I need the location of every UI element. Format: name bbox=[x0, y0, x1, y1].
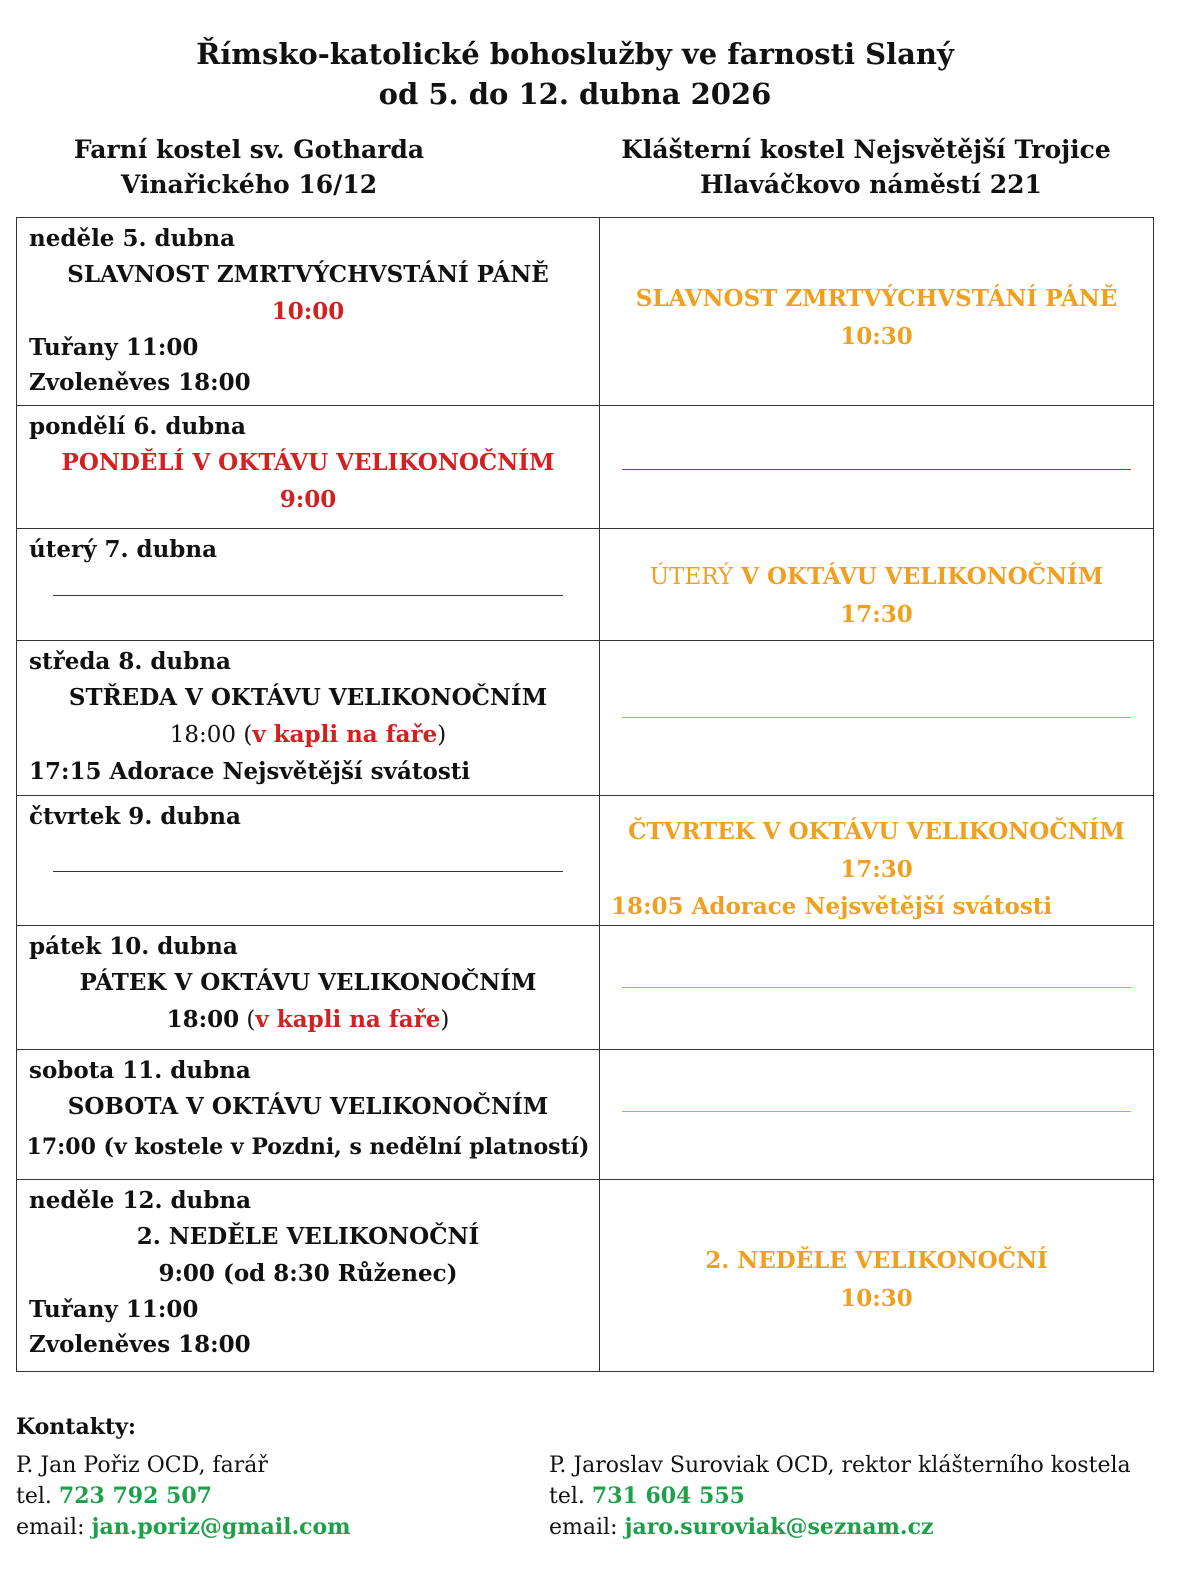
mass-place: v kapli na faře bbox=[255, 1006, 441, 1033]
email-link[interactable]: jan.poriz@gmail.com bbox=[91, 1514, 351, 1540]
left-cell bbox=[17, 641, 600, 796]
left-church-address: Vinařického 16/12 bbox=[120, 170, 378, 199]
phone-link[interactable]: 731 604 555 bbox=[591, 1483, 745, 1509]
email-label: email: bbox=[549, 1515, 625, 1540]
schedule-row bbox=[17, 926, 1154, 1050]
mass-time: 17:30 bbox=[840, 601, 913, 628]
left-cell bbox=[17, 796, 600, 926]
right-cell bbox=[600, 1050, 1154, 1180]
mass-time-value: 18:00 ( bbox=[169, 722, 253, 748]
mass-title: 2. NEDĚLE VELIKONOČNÍ bbox=[136, 1223, 480, 1250]
right-cell bbox=[600, 1180, 1154, 1372]
mass-title bbox=[600, 558, 1153, 596]
right-cell bbox=[600, 926, 1154, 1050]
mass-time: 17:00 (v kostele v Pozdni, s nedělní platností) bbox=[26, 1134, 590, 1160]
extra-mass: Tuřany 11:00 bbox=[29, 334, 199, 361]
mass-place: v kapli na faře bbox=[252, 721, 438, 748]
extra-mass: Zvoleněves 18:00 bbox=[29, 369, 251, 396]
day-label: pátek 10. dubna bbox=[29, 933, 238, 960]
mass-time bbox=[17, 716, 599, 754]
mass-title: 2. NEDĚLE VELIKONOČNÍ bbox=[705, 1247, 1048, 1274]
mass-time: 10:00 bbox=[271, 298, 345, 325]
mass-close: ) bbox=[440, 1007, 450, 1033]
empty-rule bbox=[53, 595, 563, 596]
schedule-row bbox=[17, 641, 1154, 796]
contact-email bbox=[16, 1512, 351, 1543]
right-cell bbox=[600, 529, 1154, 641]
day-label: neděle 5. dubna bbox=[29, 225, 235, 252]
mass-title: PÁTEK V OKTÁVU VELIKONOČNÍM bbox=[79, 969, 537, 996]
empty-rule bbox=[622, 469, 1131, 470]
day-label: středa 8. dubna bbox=[29, 648, 231, 675]
adoration-note: 18:05 Adorace Nejsvětější svátosti bbox=[611, 893, 1053, 920]
mass-title: ČTVRTEK V OKTÁVU VELIKONOČNÍM bbox=[628, 818, 1125, 845]
schedule-row bbox=[17, 796, 1154, 926]
mass-time-value: 18:00 bbox=[166, 1006, 240, 1033]
mass-time: 10:30 bbox=[840, 1285, 913, 1312]
phone-link[interactable]: 723 792 507 bbox=[58, 1483, 212, 1509]
mass-title: SLAVNOST ZMRTVÝCHVSTÁNÍ PÁNĚ bbox=[635, 285, 1118, 312]
day-label: pondělí 6. dubna bbox=[29, 413, 246, 440]
left-church-header bbox=[16, 132, 482, 202]
right-cell bbox=[600, 641, 1154, 796]
left-cell bbox=[17, 529, 600, 641]
schedule-table bbox=[16, 217, 1154, 1372]
left-cell bbox=[17, 1050, 600, 1180]
page-title: Římsko-katolické bohoslužby ve farnosti Slaný bbox=[196, 37, 954, 71]
right-church-name: Klášterní kostel Nejsvětější Trojice bbox=[621, 135, 1111, 164]
right-church-header bbox=[580, 132, 1152, 202]
schedule-row bbox=[17, 1180, 1154, 1372]
mass-close: ) bbox=[437, 722, 447, 748]
contacts-heading: Kontakty: bbox=[16, 1414, 137, 1440]
mass-title-day: ÚTERÝ bbox=[649, 564, 734, 590]
mass-time bbox=[17, 1001, 599, 1039]
left-cell bbox=[17, 218, 600, 406]
contact-email bbox=[549, 1512, 1131, 1543]
email-label: email: bbox=[16, 1515, 92, 1540]
contact-phone bbox=[16, 1481, 351, 1512]
day-label: neděle 12. dubna bbox=[29, 1187, 251, 1214]
mass-title-rest: V OKTÁVU VELIKONOČNÍM bbox=[733, 563, 1104, 590]
mass-time: 17:30 bbox=[840, 856, 913, 883]
schedule-row bbox=[17, 529, 1154, 641]
schedule-row bbox=[17, 1050, 1154, 1180]
phone-label: tel. bbox=[549, 1484, 592, 1509]
mass-title: SOBOTA V OKTÁVU VELIKONOČNÍM bbox=[67, 1093, 549, 1120]
mass-time: 9:00 bbox=[279, 486, 337, 513]
empty-rule bbox=[622, 1111, 1131, 1112]
schedule-row bbox=[17, 406, 1154, 529]
mass-time: 9:00 (od 8:30 Růženec) bbox=[158, 1260, 458, 1287]
mass-open: ( bbox=[239, 1007, 256, 1033]
email-link[interactable]: jaro.suroviak@seznam.cz bbox=[624, 1514, 934, 1540]
day-label: čtvrtek 9. dubna bbox=[29, 803, 241, 830]
empty-rule bbox=[53, 871, 563, 872]
phone-label: tel. bbox=[16, 1484, 59, 1509]
extra-mass: Tuřany 11:00 bbox=[29, 1296, 199, 1323]
mass-title: SLAVNOST ZMRTVÝCHVSTÁNÍ PÁNĚ bbox=[67, 261, 549, 288]
day-label: úterý 7. dubna bbox=[29, 536, 217, 563]
mass-title: STŘEDA V OKTÁVU VELIKONOČNÍM bbox=[68, 684, 548, 711]
adoration-note: 17:15 Adorace Nejsvětější svátosti bbox=[29, 758, 471, 785]
contact-name: P. Jan Pořiz OCD, farář bbox=[16, 1453, 268, 1478]
right-cell bbox=[600, 406, 1154, 529]
page-subtitle: od 5. do 12. dubna 2026 bbox=[378, 77, 772, 111]
right-church-address: Hlaváčkovo náměstí 221 bbox=[700, 170, 1042, 199]
extra-mass: Zvoleněves 18:00 bbox=[29, 1331, 251, 1358]
contacts-left bbox=[16, 1412, 351, 1543]
mass-time: 10:30 bbox=[840, 323, 913, 350]
empty-rule bbox=[622, 717, 1131, 718]
day-label: sobota 11. dubna bbox=[29, 1057, 251, 1084]
right-cell bbox=[600, 218, 1154, 406]
schedule-row bbox=[17, 218, 1154, 406]
contacts-right bbox=[549, 1450, 1131, 1543]
left-cell bbox=[17, 406, 600, 529]
left-church-name: Farní kostel sv. Gotharda bbox=[73, 135, 425, 164]
right-cell bbox=[600, 796, 1154, 926]
empty-rule bbox=[622, 987, 1131, 988]
left-cell bbox=[17, 1180, 600, 1372]
contact-name: P. Jaroslav Suroviak OCD, rektor klášterního kostela bbox=[549, 1453, 1131, 1478]
contact-phone bbox=[549, 1481, 1131, 1512]
mass-title: PONDĚLÍ V OKTÁVU VELIKONOČNÍM bbox=[61, 449, 555, 476]
left-cell bbox=[17, 926, 600, 1050]
